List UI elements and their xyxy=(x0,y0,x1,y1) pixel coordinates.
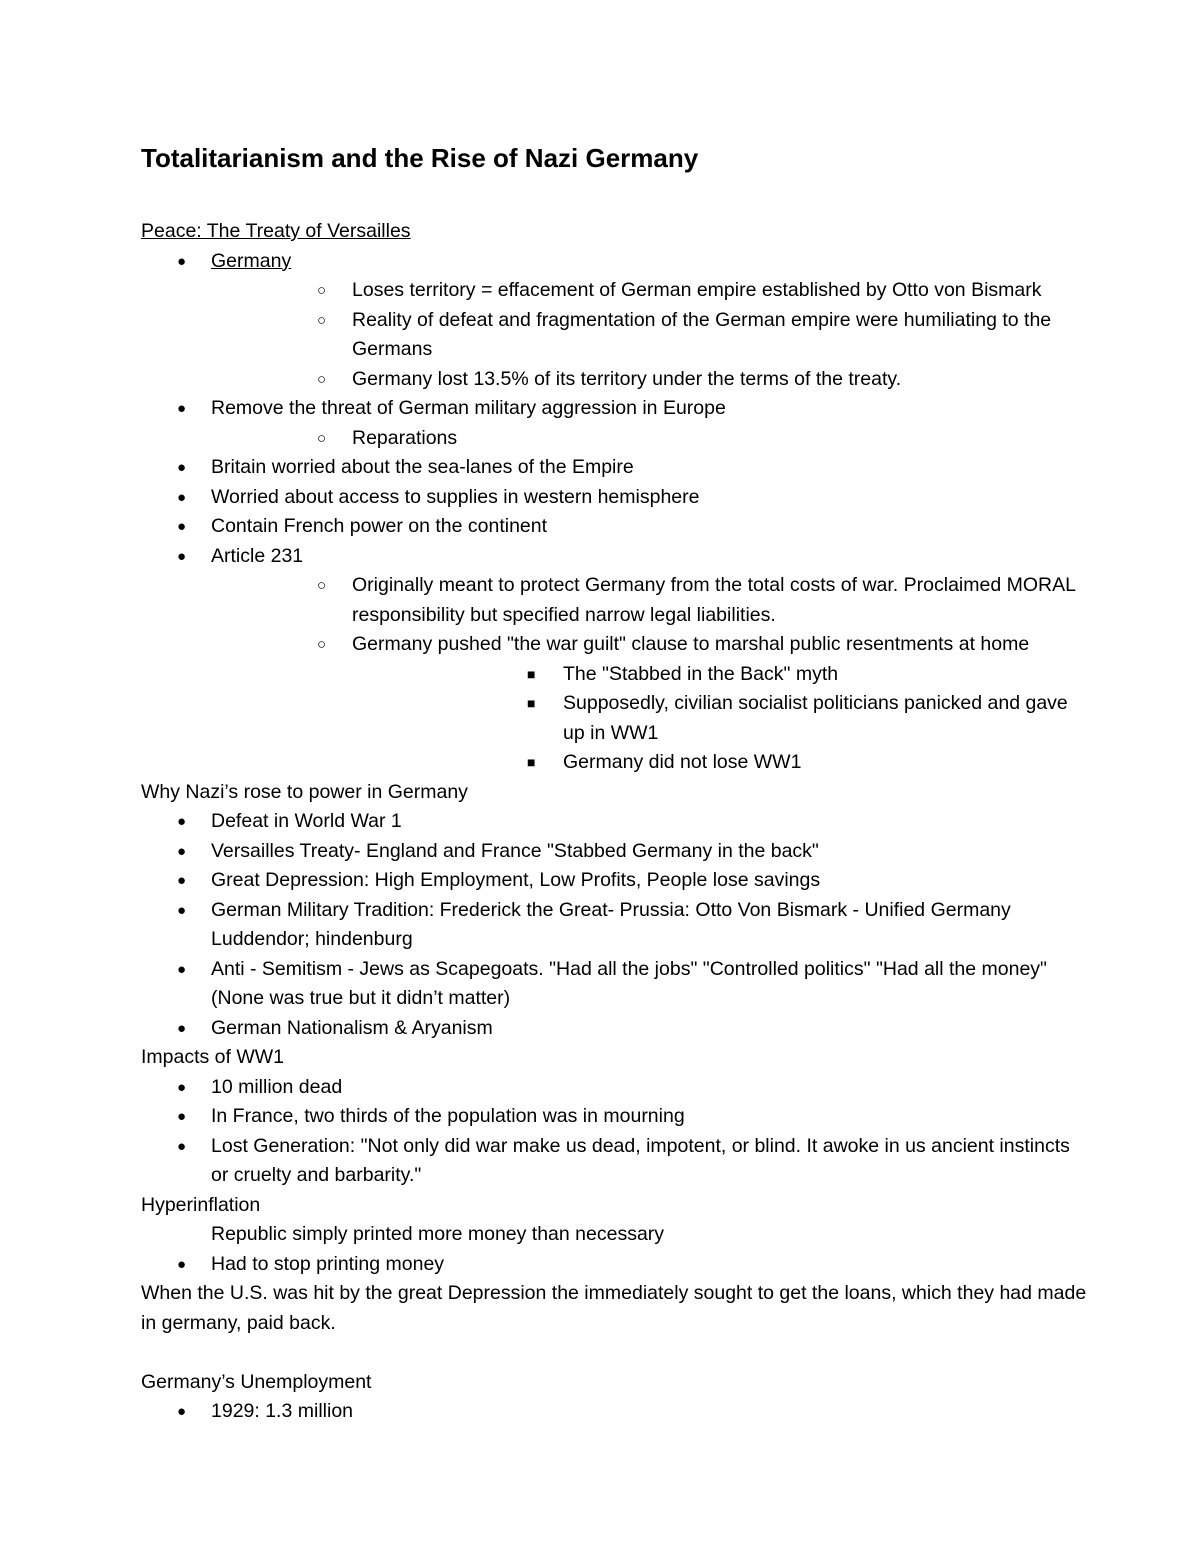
bullet-icon: ● xyxy=(177,842,187,860)
nazi-rise-list xyxy=(141,807,1091,1043)
list-item-text: Versailles Treaty- England and France "Stabbed Germany in the back" xyxy=(211,839,819,862)
list-item xyxy=(141,955,1091,1014)
versailles-list xyxy=(141,247,1091,778)
list-item-text: German Nationalism & Aryanism xyxy=(211,1016,493,1039)
circle-bullet-icon: ○ xyxy=(317,370,327,388)
circle-bullet-icon: ○ xyxy=(317,636,327,653)
list-item xyxy=(141,1102,1091,1132)
list-item xyxy=(211,306,1091,365)
square-bullet-icon: ■ xyxy=(527,665,536,682)
bullet-icon: ● xyxy=(177,813,187,830)
list-item-text: The "Stabbed in the Back" myth xyxy=(563,662,839,685)
germany-sublist xyxy=(211,276,1091,394)
list-item xyxy=(211,424,1091,454)
list-item-text: Reparations xyxy=(352,426,458,449)
list-item-text: Great Depression: High Employment, Low Profits, People lose savings xyxy=(211,869,821,891)
list-item xyxy=(141,896,1091,955)
bullet-icon: ● xyxy=(177,488,187,506)
blank-line xyxy=(141,1338,1091,1368)
list-item-text: Reality of defeat and fragmentation of the German empire were humiliating to the Germans xyxy=(352,308,1052,360)
bullet-icon: ● xyxy=(177,1403,187,1420)
list-item xyxy=(141,1073,1091,1103)
section-heading-hyperinflation: Hyperinflation xyxy=(141,1193,261,1216)
bullet-icon: ● xyxy=(177,400,187,417)
list-item xyxy=(141,453,1091,483)
bullet-icon: ● xyxy=(177,901,187,919)
list-item xyxy=(211,276,1091,306)
list-item-text: Defeat in World War 1 xyxy=(211,810,402,832)
list-item xyxy=(141,1397,1091,1427)
list-item-text: Anti - Semitism - Jews as Scapegoats. "Had all the jobs" "Controlled politics" "Had all the money" (None was true but it didn’t matter) xyxy=(211,957,1047,1009)
circle-bullet-icon: ○ xyxy=(317,282,327,299)
list-item-text: Lost Generation: "Not only did war make us dead, impotent, or blind. It awoke in us ancient instincts or cruelty and barbarity." xyxy=(211,1134,1070,1186)
list-item-text: Germany lost 13.5% of its territory under the terms of the treaty. xyxy=(352,367,902,390)
bullet-icon: ● xyxy=(177,1078,187,1096)
list-item xyxy=(141,807,1091,837)
list-item xyxy=(352,748,1091,778)
list-item-text: Britain worried about the sea-lanes of the Empire xyxy=(211,456,634,478)
list-item xyxy=(141,1250,1091,1280)
list-item xyxy=(141,542,1091,778)
list-item-text: German Military Tradition: Frederick the Great- Prussia: Otto Von Bismark - Unified Germany Luddendor; hindenburg xyxy=(211,898,1011,950)
bullet-icon: ● xyxy=(177,960,187,978)
list-item-text: Supposedly, civilian socialist politicians panicked and gave up in WW1 xyxy=(563,692,1068,744)
war-guilt-sublist xyxy=(352,660,1091,778)
list-item-text: Remove the threat of German military aggression in Europe xyxy=(211,397,726,419)
bullet-icon: ● xyxy=(177,547,187,565)
article-sublist xyxy=(211,571,1091,778)
list-item-text: Germany xyxy=(211,249,292,272)
square-bullet-icon: ■ xyxy=(527,695,536,711)
list-item-text: 10 million dead xyxy=(211,1075,343,1098)
indented-text: Republic simply printed more money than necessary xyxy=(211,1223,665,1245)
list-item-text: Contain French power on the continent xyxy=(211,515,548,537)
bullet-icon: ● xyxy=(177,1019,187,1037)
list-item-text: Originally meant to protect Germany from the total costs of war. Proclaimed MORAL responsibility but specified narrow legal liabilities. xyxy=(352,574,1076,626)
section-heading-nazi-rise: Why Nazi’s rose to power in Germany xyxy=(141,780,468,803)
section-heading-unemployment: Germany’s Unemployment xyxy=(141,1370,372,1393)
impacts-list xyxy=(141,1073,1091,1191)
hyperinflation-list xyxy=(141,1250,1091,1280)
list-item xyxy=(141,866,1091,896)
list-item xyxy=(352,689,1091,748)
list-item-text: Worried about access to supplies in western hemisphere xyxy=(211,485,700,508)
list-item xyxy=(141,512,1091,542)
list-item-text: In France, two thirds of the population was in mourning xyxy=(211,1105,685,1127)
list-item xyxy=(141,837,1091,867)
list-item-text: 1929: 1.3 million xyxy=(211,1400,354,1422)
bullet-icon: ● xyxy=(177,872,187,889)
list-item-text: Had to stop printing money xyxy=(211,1252,445,1275)
bullet-icon: ● xyxy=(177,459,187,476)
bullet-icon: ● xyxy=(177,1137,187,1155)
circle-bullet-icon: ○ xyxy=(317,429,327,447)
section-heading-impacts: Impacts of WW1 xyxy=(141,1046,285,1068)
list-item xyxy=(141,394,1091,453)
list-item-text: Loses territory = effacement of German empire established by Otto von Bismark xyxy=(352,279,1042,301)
paragraph-loans: When the U.S. was hit by the great Depression the immediately sought to get the loans, which they had made in germany, paid back. xyxy=(141,1282,1087,1334)
bullet-icon: ● xyxy=(177,1108,187,1125)
bullet-icon: ● xyxy=(177,252,187,270)
list-item-text: Germany pushed "the war guilt" clause to marshal public resentments at home xyxy=(352,633,1030,655)
list-item xyxy=(141,247,1091,395)
list-item xyxy=(141,1014,1091,1044)
section-heading-versailles: Peace: The Treaty of Versailles xyxy=(141,220,411,242)
list-item xyxy=(352,660,1091,690)
list-item-text: Germany did not lose WW1 xyxy=(563,751,802,773)
list-item-text: Article 231 xyxy=(211,544,304,567)
bullet-icon: ● xyxy=(177,518,187,535)
threat-sublist xyxy=(211,424,1091,454)
list-item xyxy=(141,1132,1091,1191)
list-item xyxy=(211,571,1091,630)
bullet-icon: ● xyxy=(177,1255,187,1273)
unemployment-list xyxy=(141,1397,1091,1427)
circle-bullet-icon: ○ xyxy=(317,311,327,329)
document-title: Totalitarianism and the Rise of Nazi Germany xyxy=(141,143,699,173)
list-item xyxy=(211,365,1091,395)
circle-bullet-icon: ○ xyxy=(317,577,327,594)
document-body xyxy=(141,217,1091,1427)
list-item xyxy=(211,630,1091,778)
square-bullet-icon: ■ xyxy=(527,754,536,770)
list-item xyxy=(141,483,1091,513)
